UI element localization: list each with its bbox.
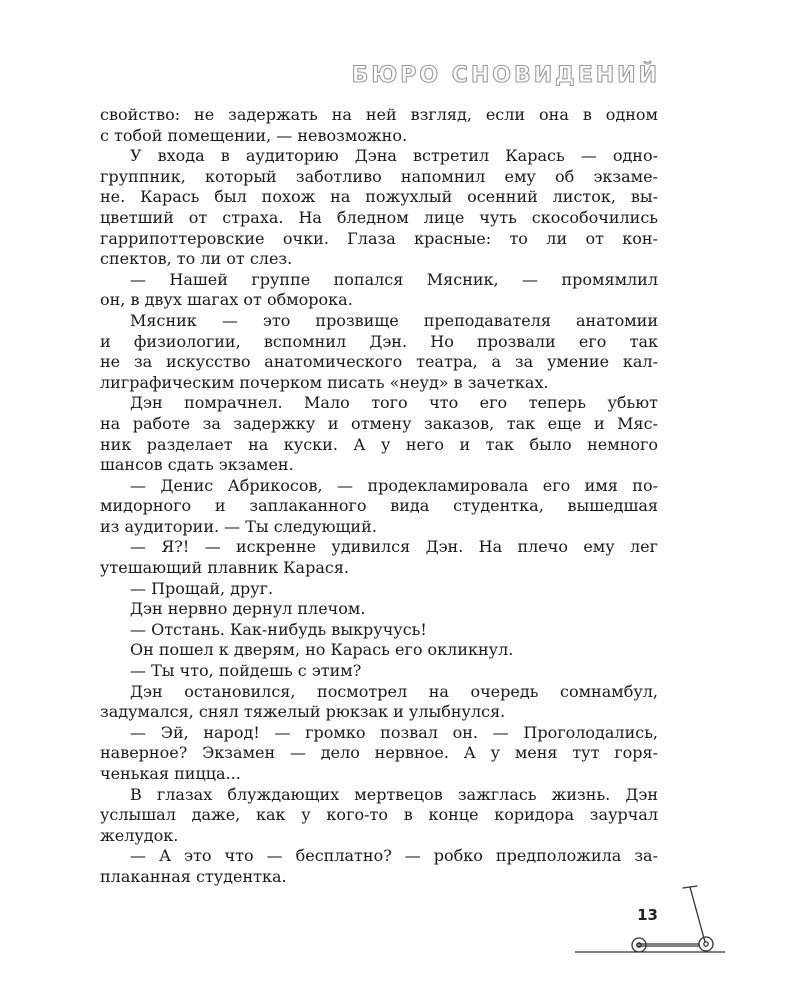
text-line: плаканная студентка.	[100, 866, 287, 886]
text-line: мидорного и заплаканного вида студентка, вышедшая	[100, 496, 658, 516]
text-line: — Эй, народ! — громко позвал он. — Проголодались,	[130, 722, 658, 742]
running-header: БЮРО СНОВИДЕНИЙ	[351, 63, 660, 88]
text-line: группник, который заботливо напомнил ему об экзаме-	[100, 166, 658, 186]
text-line: — Я?! — искренне удивился Дэн. На плечо ему лег	[130, 537, 658, 557]
scooter-icon	[575, 880, 725, 960]
text-line: — Прощай, друг.	[130, 578, 274, 598]
text-line: Дэн остановился, посмотрел на очередь сомнамбул,	[130, 681, 658, 701]
text-line: с тобой помещении, — невозможно.	[100, 125, 408, 145]
page-number: 13	[637, 906, 658, 924]
text-line: не за искусство анатомического театра, а за умение кал-	[100, 352, 658, 372]
text-line: задумался, снял тяжелый рюкзак и улыбнулся.	[100, 702, 506, 722]
text-line: и физиологии, вспомнил Дэн. Но прозвали его так	[100, 331, 658, 351]
text-line: он, в двух шагах от обморока.	[100, 290, 353, 310]
text-line: ник разделает на куски. А у него и так было немного	[100, 434, 658, 454]
text-line: свойство: не задержать на ней взгляд, если она в одном	[100, 105, 658, 124]
body-text	[100, 105, 658, 888]
text-line: Он пошел к дверям, но Карась его окликнул.	[130, 640, 514, 660]
text-line: наверное? Экзамен — дело нервное. А у меня тут горя-	[100, 743, 658, 763]
text-line: В глазах блуждающих мертвецов зажглась жизнь. Дэн	[130, 784, 658, 804]
text-line: гаррипоттеровские очки. Глаза красные: то ли от кон-	[100, 228, 658, 248]
text-line: услышал даже, как у кого-то в конце коридора заурчал	[100, 805, 658, 825]
text-line: ченькая пицца...	[100, 764, 241, 783]
text-line: из аудитории. — Ты следующий.	[100, 516, 377, 536]
text-line: утешающий плавник Карася.	[100, 558, 349, 578]
text-line: Дэн нервно дернул плечом.	[130, 599, 366, 619]
text-line: — Нашей группе попался Мясник, — промямлил	[130, 269, 658, 289]
text-line: — Денис Абрикосов, — продекламировала его имя по-	[130, 475, 658, 495]
text-line: — А это что — бесплатно? — робко предположила за-	[130, 846, 658, 866]
text-line: не. Карась был похож на пожухлый осенний листок, вы-	[100, 187, 658, 207]
text-line: шансов сдать экзамен.	[100, 455, 294, 475]
text-line: спектов, то ли от слез.	[100, 249, 293, 269]
text-line: Дэн помрачнел. Мало того что его теперь убьют	[130, 393, 658, 413]
text-line: У входа в аудиторию Дэна встретил Карась — одно-	[130, 146, 658, 166]
text-line: на работе за задержку и отмену заказов, так еще и Мяс-	[100, 413, 658, 433]
text-line: цветший от страха. На бледном лице чуть скособочились	[100, 207, 658, 227]
text-line: желудок.	[100, 825, 179, 845]
text-line: — Отстань. Как-нибудь выкручусь!	[130, 619, 427, 639]
text-line: — Ты что, пойдешь с этим?	[130, 661, 362, 681]
text-line: лиграфическим почерком писать «неуд» в зачетках.	[100, 372, 549, 392]
text-line: Мясник — это прозвище преподавателя анатомии	[130, 310, 658, 330]
